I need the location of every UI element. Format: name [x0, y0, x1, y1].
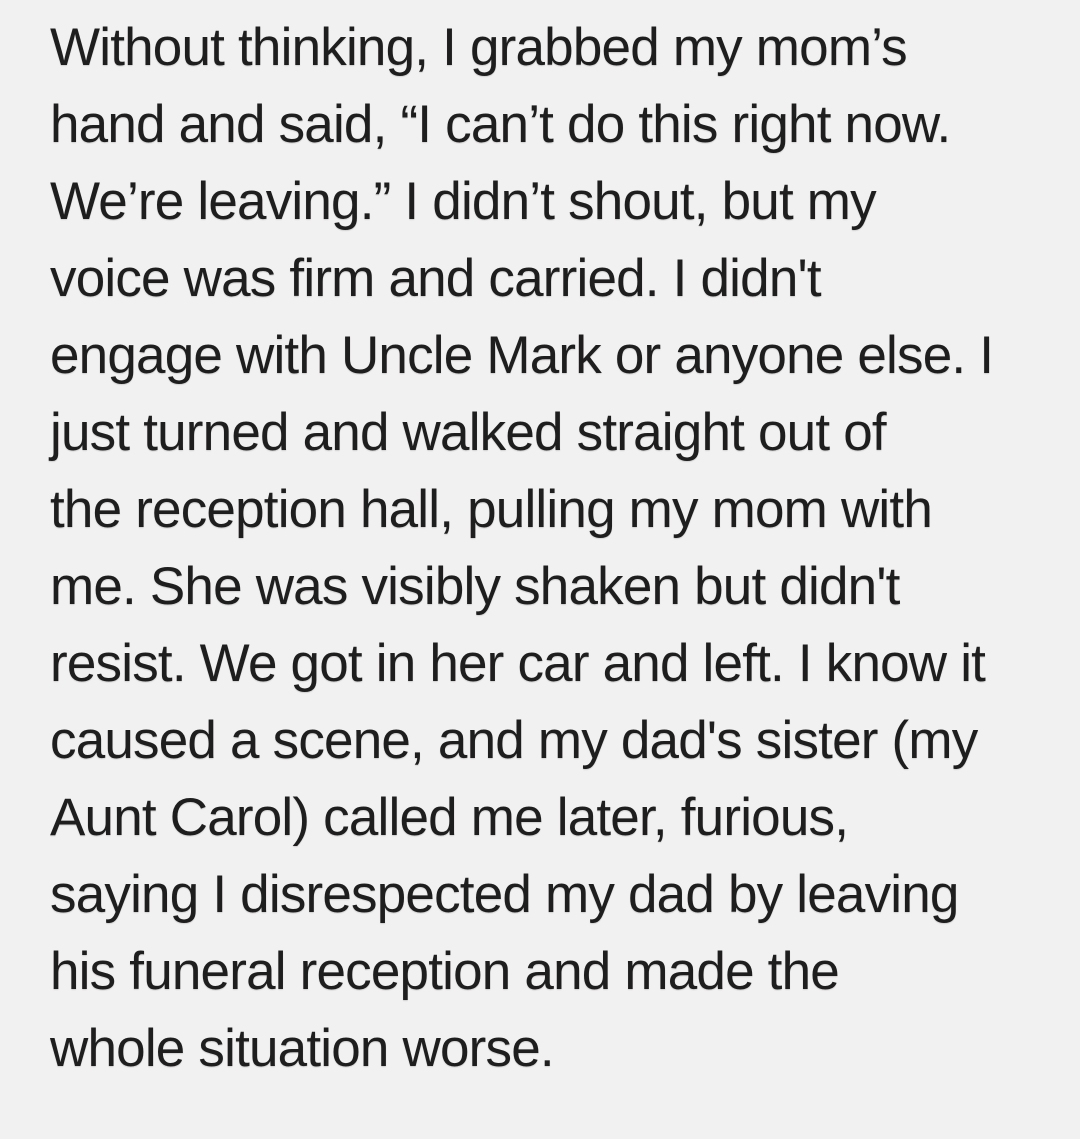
paragraph-line: Without thinking, I grabbed my mom’s [50, 18, 907, 77]
paragraph-line: resist. We got in her car and left. I know it [50, 634, 986, 693]
paragraph-line: me. She was visibly shaken but didn't [50, 557, 900, 616]
paragraph-line: hand and said, “I can’t do this right now. [50, 95, 951, 154]
paragraph-line: his funeral reception and made the [50, 942, 839, 1001]
paragraph-line: the reception hall, pulling my mom with [50, 480, 932, 539]
paragraph-line: just turned and walked straight out of [50, 403, 886, 462]
paragraph-line: voice was firm and carried. I didn't [50, 249, 821, 308]
paragraph-line: whole situation worse. [50, 1019, 554, 1078]
paragraph-line: caused a scene, and my dad's sister (my [50, 711, 978, 770]
paragraph-line: We’re leaving.” I didn’t shout, but my [50, 172, 876, 231]
paragraph-line: Aunt Carol) called me later, furious, [50, 788, 849, 847]
paragraph-line: saying I disrespected my dad by leaving [50, 865, 959, 924]
paragraph-line: engage with Uncle Mark or anyone else. I [50, 326, 994, 385]
